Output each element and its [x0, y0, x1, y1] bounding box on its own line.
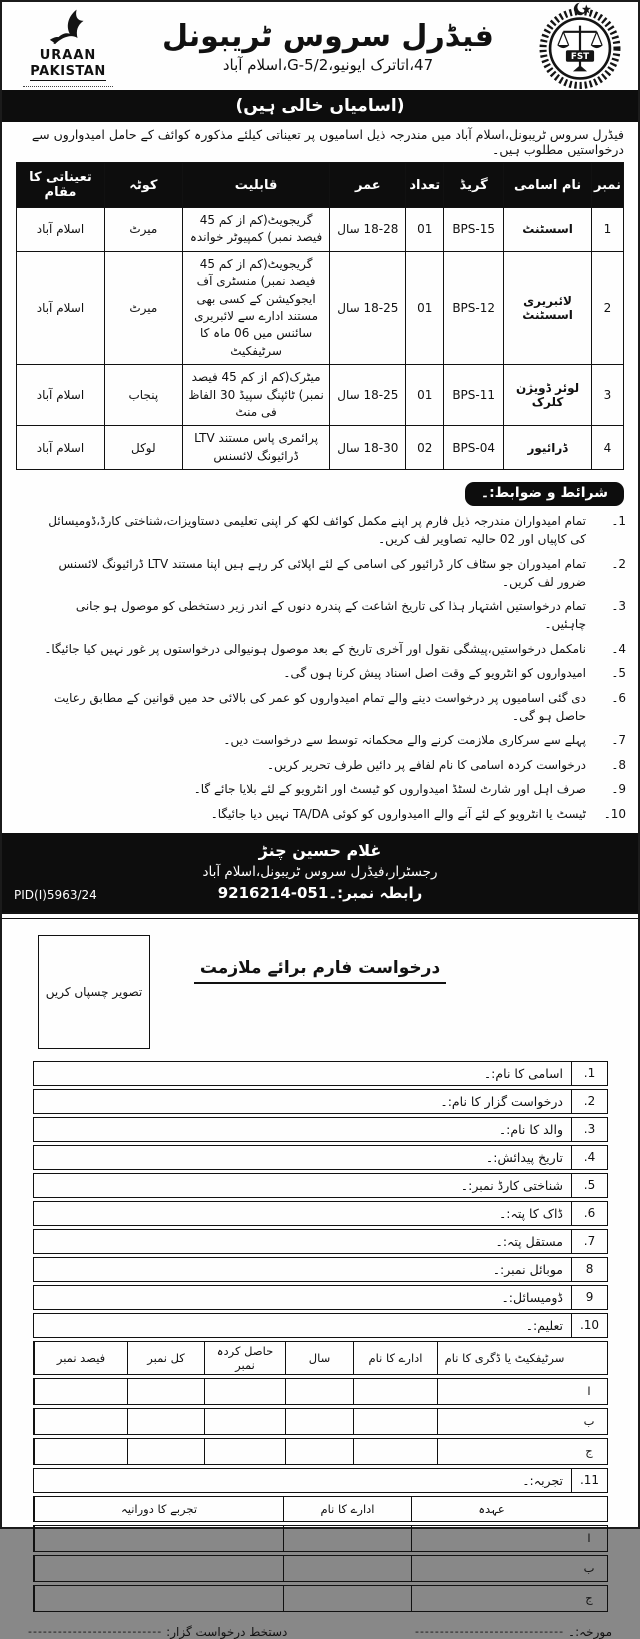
- applicant-signature-label: دستخط درخواست گزار:: [166, 1624, 288, 1639]
- term-text: ٹیسٹ یا انٹرویو کے لئے آنے والے اامیدواروں کو کوئی TA/DA نہیں دیا جائیگا۔: [210, 806, 586, 821]
- field-number: 3.: [571, 1118, 607, 1141]
- education-cell-total: [127, 1439, 204, 1464]
- education-cell-percentage: [34, 1409, 127, 1434]
- field-number: 5.: [571, 1174, 607, 1197]
- term-item: [14, 512, 626, 548]
- form-footer: [20, 1615, 620, 1639]
- experience-header-institute: ادارے کا نام: [283, 1497, 411, 1521]
- jobs-table: [16, 162, 624, 470]
- education-cell-obtained: [204, 1409, 285, 1434]
- job-row: [17, 426, 624, 470]
- job-age: 18-25 سال: [330, 251, 406, 364]
- education-cell-certificate: [437, 1439, 571, 1464]
- experience-table-header: [33, 1496, 608, 1522]
- education-header-obtained-marks: حاصل کردہ نمبر: [204, 1342, 285, 1374]
- education-cell-certificate: [437, 1379, 571, 1404]
- field-label: ڈومیسائل:۔: [501, 1289, 563, 1305]
- job-station: اسلام آباد: [17, 251, 105, 364]
- job-row: [17, 251, 624, 364]
- term-text: نامکمل درخواستیں،پیشگی نقول اور آخری تاریخ کے بعد موصول ہونیوالی درخواستوں پر غور نہیں کیا جائیگا۔: [44, 641, 586, 656]
- job-qualification: گریجویٹ(کم از کم 45 فیصد نمبر) کمپیوٹر خواندہ: [182, 208, 330, 252]
- term-item: [14, 664, 626, 682]
- job-quota: میرٹ: [104, 208, 182, 252]
- education-row: [33, 1408, 608, 1435]
- term-item: [14, 555, 626, 591]
- education-row-label: ب: [583, 1414, 595, 1429]
- job-count: 02: [406, 426, 444, 470]
- date-group: [415, 1625, 612, 1639]
- form-field-row: [33, 1257, 608, 1282]
- term-number: 8۔: [611, 757, 626, 772]
- education-row-label: ا: [587, 1384, 591, 1399]
- contact-number: رابطہ نمبر:۔051-9216214: [217, 883, 423, 902]
- job-number: 4: [592, 426, 624, 470]
- education-header-year: سال: [285, 1342, 353, 1374]
- term-text: صرف اہل اور شارٹ لسٹڈ امیدواروں کو ٹیسٹ اور انٹرویو کے لئے بلایا جائے گا۔: [193, 782, 586, 797]
- field-number: 2.: [571, 1090, 607, 1113]
- jobs-header-qualification: قابلیت: [182, 163, 330, 208]
- term-text: تمام درخواستیں اشتہار ہذا کی تاریخ اشاعت کے پندرہ دنوں کے اندر زیر دستخطی کو موصول ہو جانی چاہئیں۔: [75, 599, 586, 632]
- term-number: 10۔: [603, 806, 626, 821]
- term-item: [14, 597, 626, 633]
- form-field-row: [33, 1201, 608, 1226]
- field-label: تاریخ پیدائش:۔: [485, 1149, 563, 1165]
- term-number: 1۔: [611, 514, 626, 529]
- experience-row-label: ا: [587, 1531, 591, 1546]
- field-label: شناختی کارڈ نمبر:۔: [460, 1177, 563, 1193]
- job-qualification: پرائمری پاس مستند LTV ڈرائیونگ لائسنس: [182, 426, 330, 470]
- jobs-header-count: تعداد: [406, 163, 444, 208]
- uraan-pakistan-logo: [12, 7, 124, 87]
- jobs-header-quota: کوٹہ: [104, 163, 182, 208]
- field-label: درخواست گزار کا نام:۔: [440, 1093, 563, 1109]
- job-title: ڈرائیور: [504, 426, 592, 470]
- fst-seal-icon: [532, 1, 628, 93]
- job-number: 2: [592, 251, 624, 364]
- term-number: 2۔: [611, 556, 626, 571]
- education-row: [33, 1438, 608, 1465]
- experience-header-duration: تجربے کا دورانیہ: [34, 1497, 283, 1521]
- job-grade: BPS-04: [444, 426, 504, 470]
- terms-heading: شرائط و ضوابط:۔: [465, 482, 624, 506]
- terms-section: [2, 474, 638, 833]
- experience-header-post: عہدہ: [411, 1497, 571, 1521]
- form-heading: درخواست فارم برائے ملازمت: [194, 957, 446, 984]
- photo-box: تصویر چسپاں کریں: [38, 935, 150, 1049]
- field-label: تجربہ:۔: [522, 1472, 563, 1488]
- form-field-row: [33, 1117, 608, 1142]
- field-number: 10.: [571, 1314, 607, 1337]
- jobs-header-grade: گریڈ: [444, 163, 504, 208]
- education-cell-total: [127, 1379, 204, 1404]
- term-item: [14, 640, 626, 658]
- field-number: 8: [571, 1258, 607, 1281]
- bird-icon: [12, 7, 124, 49]
- term-item: [14, 689, 626, 725]
- job-number: 3: [592, 365, 624, 426]
- education-cell-obtained: [204, 1379, 285, 1404]
- term-text: تمام امیدوران جو سٹاف کار ڈرائیور کی اسامی کے لئے اپلائی کر رہے ہیں اپنا مستند LTV ڈرائیونگ لائسنس ضرور لف کریں۔: [58, 556, 586, 589]
- term-text: درخواست کردہ اسامی کا نام لفافے پر دائیں طرف تحریر کریں۔: [266, 757, 586, 772]
- experience-cell-institute: [283, 1556, 411, 1581]
- job-station: اسلام آباد: [17, 365, 105, 426]
- education-header-spacer: [571, 1342, 607, 1374]
- job-quota: میرٹ: [104, 251, 182, 364]
- term-item: [14, 731, 626, 749]
- experience-cell-institute: [283, 1526, 411, 1551]
- term-item: [14, 805, 626, 823]
- job-grade: BPS-12: [444, 251, 504, 364]
- job-count: 01: [406, 208, 444, 252]
- term-number: 3۔: [611, 599, 626, 614]
- education-row: [33, 1378, 608, 1405]
- job-grade: BPS-11: [444, 365, 504, 426]
- term-text: پہلے سے سرکاری ملازمت کرنے والے محکمانہ توسط سے درخواست دیں۔: [223, 733, 586, 748]
- field-number: 9: [571, 1286, 607, 1309]
- uraan-logo-line1: URAAN: [39, 47, 97, 63]
- experience-row: [33, 1525, 608, 1552]
- education-cell-total: [127, 1409, 204, 1434]
- education-row-label: ج: [585, 1444, 593, 1459]
- field-label: والد کا نام:۔: [498, 1121, 563, 1137]
- form-field-row: [33, 1145, 608, 1170]
- term-text: دی گئی اسامیوں پر درخواست دینے والے تمام امیدواروں کو عمر کی بالائی حد میں قوانین کے مطابق رعایت حاصل ہو گی۔: [53, 690, 586, 723]
- job-quota: پنجاب: [104, 365, 182, 426]
- job-age: 18-28 سال: [330, 208, 406, 252]
- jobs-header-station: تعیناتی کا مقام: [17, 163, 105, 208]
- form-field-row: [33, 1173, 608, 1198]
- pid-number: PID(I)5963/24: [14, 887, 97, 902]
- experience-row: [33, 1555, 608, 1582]
- experience-cell-duration: [34, 1586, 283, 1611]
- term-number: 5۔: [611, 666, 626, 681]
- job-grade: BPS-15: [444, 208, 504, 252]
- job-qualification: میٹرک(کم از کم 45 فیصد نمبر) ٹائپنگ سپیڈ 30 الفاظ فی منٹ: [182, 365, 330, 426]
- jobs-header-post: نام اسامی: [504, 163, 592, 208]
- experience-cell-institute: [283, 1586, 411, 1611]
- section-divider: [2, 912, 638, 919]
- term-number: 7۔: [611, 733, 626, 748]
- header: [2, 2, 638, 90]
- applicant-signature-line: ---------------------------: [28, 1625, 163, 1639]
- application-form: [33, 1061, 608, 1612]
- job-title: اسسٹنٹ: [504, 208, 592, 252]
- signature-group: [28, 1625, 287, 1639]
- uraan-logo-line2: PAKISTAN: [30, 64, 106, 80]
- field-number: 11.: [571, 1469, 607, 1492]
- job-row: [17, 208, 624, 252]
- header-center: [124, 20, 532, 74]
- experience-row: [33, 1585, 608, 1612]
- education-cell-percentage: [34, 1439, 127, 1464]
- org-address: 47،اتاترک ایونیو،G-5/2،اسلام آباد: [222, 56, 434, 74]
- form-field-row: [33, 1313, 608, 1338]
- experience-cell-duration: [34, 1526, 283, 1551]
- experience-header-spacer: [571, 1497, 607, 1521]
- date-label: مورخہ:۔: [568, 1624, 612, 1639]
- term-item: [14, 780, 626, 798]
- education-cell-year: [285, 1379, 353, 1404]
- date-line: ------------------------------: [414, 1625, 565, 1639]
- form-field-row: [33, 1229, 608, 1254]
- job-station: اسلام آباد: [17, 208, 105, 252]
- education-header-percentage: فیصد نمبر: [34, 1342, 127, 1374]
- job-row: [17, 365, 624, 426]
- jobs-header-number: نمبر: [592, 163, 624, 208]
- education-cell-year: [285, 1439, 353, 1464]
- field-number: 1.: [571, 1062, 607, 1085]
- job-title: لائبریری اسسٹنٹ: [504, 251, 592, 364]
- job-number: 1: [592, 208, 624, 252]
- field-number: 4.: [571, 1146, 607, 1169]
- seal-text: FST: [570, 52, 590, 63]
- experience-cell-post: [411, 1526, 571, 1551]
- job-age: 18-25 سال: [330, 365, 406, 426]
- uraan-logo-tagline: [23, 83, 113, 87]
- experience-cell-duration: [34, 1556, 283, 1581]
- term-number: 9۔: [611, 782, 626, 797]
- term-text: تمام امیدواران مندرجہ ذیل فارم پر اپنے مکمل کوائف لکھ کر اپنی تعلیمی دستاویزات،شناختی کارڈ،ڈومیسائل کی کاپیاں اور 02 حالیہ تصاویر لف کریں۔: [48, 514, 586, 547]
- job-count: 01: [406, 251, 444, 364]
- field-label: مستقل پتہ:۔: [495, 1233, 563, 1249]
- jobs-header-age: عمر: [330, 163, 406, 208]
- experience-row-label: ج: [585, 1591, 593, 1606]
- org-title: فیڈرل سروس ٹریبونل: [162, 19, 494, 54]
- education-cell-certificate: [437, 1409, 571, 1434]
- field-label: اسامی کا نام:۔: [483, 1065, 563, 1081]
- job-station: اسلام آباد: [17, 426, 105, 470]
- job-age: 18-30 سال: [330, 426, 406, 470]
- education-header-institute: ادارے کا نام: [353, 1342, 437, 1374]
- education-cell-institute: [353, 1379, 437, 1404]
- form-field-row: [33, 1089, 608, 1114]
- form-field-row: [33, 1061, 608, 1086]
- education-cell-percentage: [34, 1379, 127, 1404]
- education-cell-year: [285, 1409, 353, 1434]
- form-header-area: [2, 919, 638, 1061]
- job-quota: لوکل: [104, 426, 182, 470]
- job-title: لوئر ڈویژن کلرک: [504, 365, 592, 426]
- officer-name: غلام حسین چنڑ: [258, 841, 382, 861]
- signature-strip: [2, 833, 638, 912]
- field-label: ڈاک کا پتہ:۔: [498, 1205, 563, 1221]
- education-cell-obtained: [204, 1439, 285, 1464]
- job-qualification: گریجویٹ(کم از کم 45 فیصد نمبر) منسٹری آف ایجوکیشن کے کسی بھی مستند ادارے سے لائبریری سائنس میں 06 ماہ کا سرٹیفکیٹ: [182, 251, 330, 364]
- jobs-table-header-row: [17, 163, 624, 208]
- field-label: تعلیم:۔: [525, 1317, 563, 1333]
- experience-row-label: ب: [583, 1561, 595, 1576]
- term-text: امیدواروں کو انٹرویو کے وقت اصل اسناد پیش کرنا ہوں گی۔: [283, 666, 586, 681]
- education-header-total-marks: کل نمبر: [127, 1342, 204, 1374]
- experience-cell-post: [411, 1556, 571, 1581]
- experience-cell-post: [411, 1586, 571, 1611]
- term-number: 6۔: [611, 690, 626, 705]
- term-number: 4۔: [611, 641, 626, 656]
- form-field-row: [33, 1285, 608, 1310]
- education-table-header: [33, 1341, 608, 1375]
- officer-designation: رجسٹرار،فیڈرل سروس ٹریبونل،اسلام آباد: [202, 864, 438, 881]
- vacancy-banner: (اسامیاں خالی ہیں): [2, 90, 638, 122]
- education-cell-institute: [353, 1439, 437, 1464]
- education-cell-institute: [353, 1409, 437, 1434]
- field-number: 6.: [571, 1202, 607, 1225]
- intro-text: فیڈرل سروس ٹریبونل،اسلام آباد میں مندرجہ ذیل اسامیوں پر تعیناتی کیلئے مذکورہ کوائف کے حامل امیدواروں سے درخواستیں مطلوب ہیں۔: [31, 127, 624, 157]
- field-number: 7.: [571, 1230, 607, 1253]
- term-item: [14, 756, 626, 774]
- field-label: موبائل نمبر:۔: [492, 1261, 563, 1277]
- job-count: 01: [406, 365, 444, 426]
- form-field-row: [33, 1468, 608, 1493]
- education-header-certificate: سرٹیفکیٹ یا ڈگری کا نام: [437, 1342, 571, 1374]
